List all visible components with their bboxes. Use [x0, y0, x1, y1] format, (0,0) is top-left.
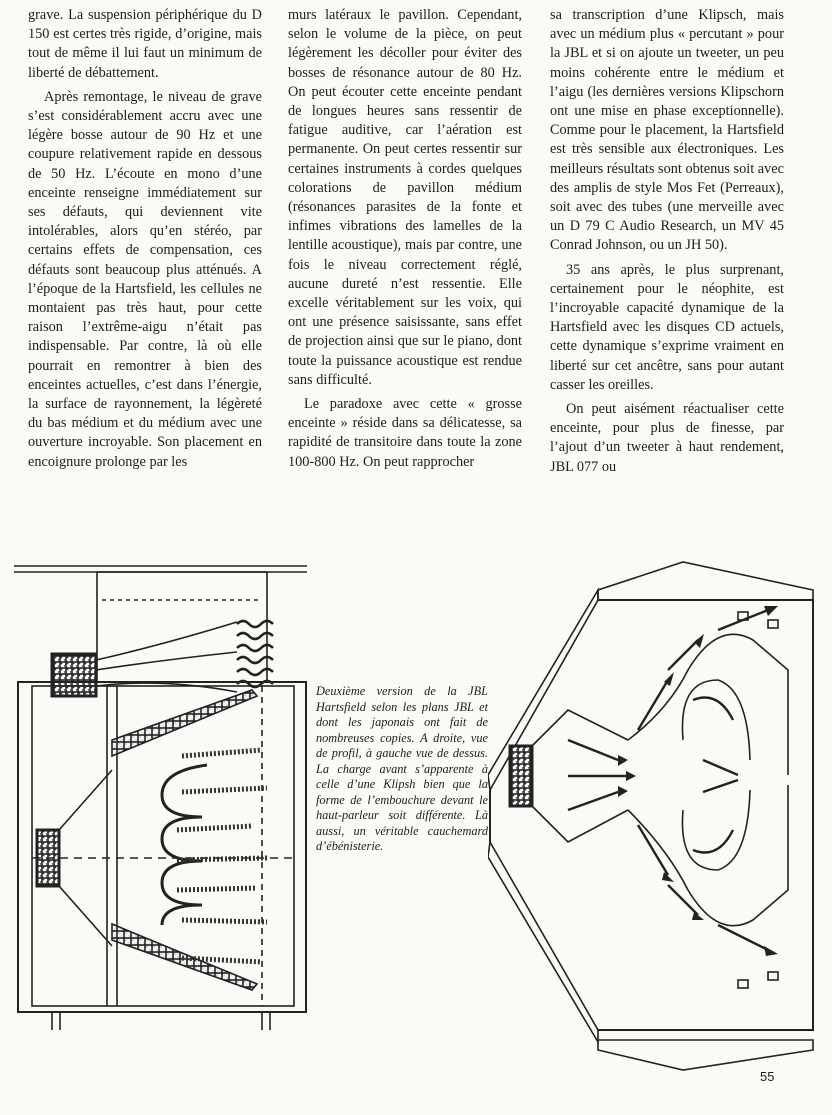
figure-caption: Deuxième version de la JBL Hartsfield selon les plans JBL et dont les japonais ont fait de nombreuses copies. A droite, vue de profil, à gauche vue de dessus. La charge avant s’apparente à celle d’une Klipsh bien que la forme de l’embouchure devant le haut-parleur soit différente. Là aussi, un véritable cauchemard d’ébénisterie. — [316, 684, 488, 853]
speaker-side-view-diagram — [12, 560, 312, 1072]
text-column-3 — [550, 6, 784, 482]
speaker-top-view-diagram — [488, 560, 818, 1072]
text-column-1 — [28, 6, 262, 477]
paragraph: sa transcription d’une Klipsch, mais avec un médium plus « percutant » pour la JBL et si on ajoute un tweeter, un peu moins cohérente entre le médium et l’aigu (les dernières versions Klipschorn ont une mise en phase exceptionnelle). Comme pour le placement, la Hartsfield est très sensible aux électroniques. Les meilleurs résultats sont obtenus soit avec des amplis de style Mos Fet (Perreaux), soit avec des tubes (une merveille avec un D 79 C Audio Research, un MV 45 Conrad Johnson, ou un JH 50). — [550, 7, 784, 254]
paragraph: Le paradoxe avec cette « grosse enceinte » réside dans sa délicatesse, sa rapidité de transitoire dans toute la zone 100-800 Hz. On peut rapprocher — [288, 396, 522, 470]
paragraph: Après remontage, le niveau de grave s’est considérablement accru avec une légère bosse autour de 90 Hz et une coupure relativement rapide en dessous de 50 Hz. L’écoute en mono d’une enceinte renseigne immédiatement sur ses défauts, qui deviennent vite intolérables, alors qu’en stéréo, par certains effets de compensation, ces défauts sont beaucoup plus atténués. A l’époque de la Hartsfield, les cellules ne montaient pas très haut, pour cette raison l’extrême-aigu n’était pas indispensable. Par contre, là où elle pourrait en remontrer à bien des enceintes actuelles, c’est dans l’énergie, la surface de rayonnement, la légèreté du bas médium et du médium avec une ouverture incroyable. Son placement en encoignure prolonge par les — [28, 88, 262, 470]
text-column-2 — [288, 6, 522, 477]
page-number: 55 — [760, 1069, 775, 1084]
paragraph: murs latéraux le pavillon. Cependant, selon le volume de la pièce, on peut légèrement les décoller pour éviter des bosses de résonance autour de 80 Hz. On peut écouter cette enceinte pendant de longues heures sans ressentir de fatigue auditive, car l’aération est permanente. On peut certes ressentir sur certaines instruments à cordes quelques colorations de pavillon médium (résonances parasites de la fonte et infimes vibrations des lamelles de la lentille acoustique), mais par contre, une fois le niveau correctement réglé, aucune dureté n’est ressentie. Elle excelle véritablement sur les voix, qui ont une présence saisissante, sans effet de projection ainsi que sur le piano, dont toute la puissance acoustique est rendue sans difficulté. — [288, 7, 522, 388]
paragraph: On peut aisément réactualiser cette enceinte, pour plus de finesse, par l’ajout d’un tweeter à haut rendement, JBL 077 ou — [550, 401, 784, 475]
paragraph: 35 ans après, le plus surprenant, certainement pour le néophite, est l’incroyable capacité dynamique de la Hartsfield avec les disques CD actuels, cette dynamique s’exprime vraiment en liberté sur cet ancêtre, sans pour autant casser les oreilles. — [550, 261, 784, 393]
paragraph: grave. La suspension périphérique du D 150 est certes très rigide, d’origine, mais tout de même il lui faut un minimum de liberté de débattement. — [28, 7, 262, 81]
